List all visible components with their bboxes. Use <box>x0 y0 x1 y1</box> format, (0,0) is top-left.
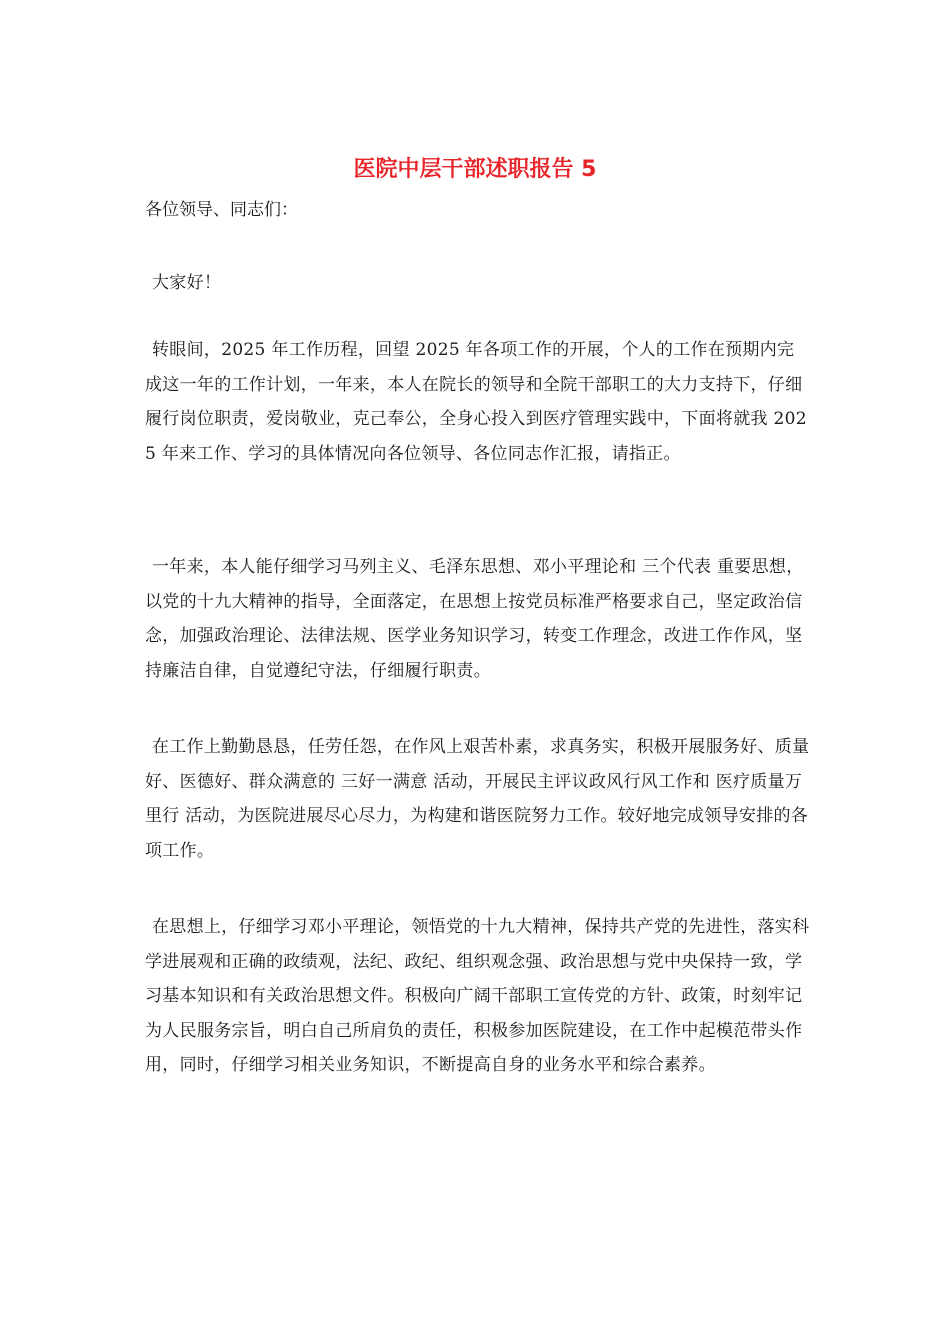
body-paragraph: 在工作上勤勤恳恳，任劳任怨，在作风上艰苦朴素，求真务实，积极开展服务好、质量好、医德好、群众满意的 三好一满意 活动，开展民主评议政风行风工作和 医疗质量万里行 活动，为医院进展尽心尽力，为构建和谐医院努力工作。较好地完成领导安排的各项工作。 <box>145 737 810 861</box>
body-paragraph: 一年来，本人能仔细学习马列主义、毛泽东思想、邓小平理论和 三个代表 重要思想，以党的十九大精神的指导，全面落定，在思想上按党员标准严格要求自己，坚定政治信念，加强政治理论、法律法规、医学业务知识学习，转变工作理念，改进工作作风，坚持廉洁自律，自觉遵纪守法，仔细履行职责。 <box>145 557 804 681</box>
body-paragraph: 转眼间，2025 年工作历程，回望 2025 年各项工作的开展，个人的工作在预期内完成这一年的工作计划，一年来，本人在院长的领导和全院干部职工的大力支持下，仔细履行岗位职责，爱岗敬业，克己奉公，全身心投入到医疗管理实践中，下面将就我 2025 年来工作、学习的具体情况向各位领导、各位同志作汇报，请指正。 <box>145 340 807 464</box>
greeting: 大家好！ <box>152 273 222 293</box>
page-title: 医院中层干部述职报告 5 <box>353 157 597 182</box>
body-paragraph: 在思想上，仔细学习邓小平理论，领悟党的十九大精神，保持共产党的先进性，落实科学进展观和正确的政绩观，法纪、政纪、组织观念强、政治思想与党中央保持一致，学习基本知识和有关政治思想文件。积极向广阔干部职工宣传党的方针、政策，时刻牢记为人民服务宗旨，明白自己所肩负的责任，积极参加医院建设，在工作中起模范带头作用，同时，仔细学习相关业务知识，不断提高自身的业务水平和综合素养。 <box>145 917 810 1075</box>
salutation: 各位领导、同志们： <box>145 200 298 220</box>
